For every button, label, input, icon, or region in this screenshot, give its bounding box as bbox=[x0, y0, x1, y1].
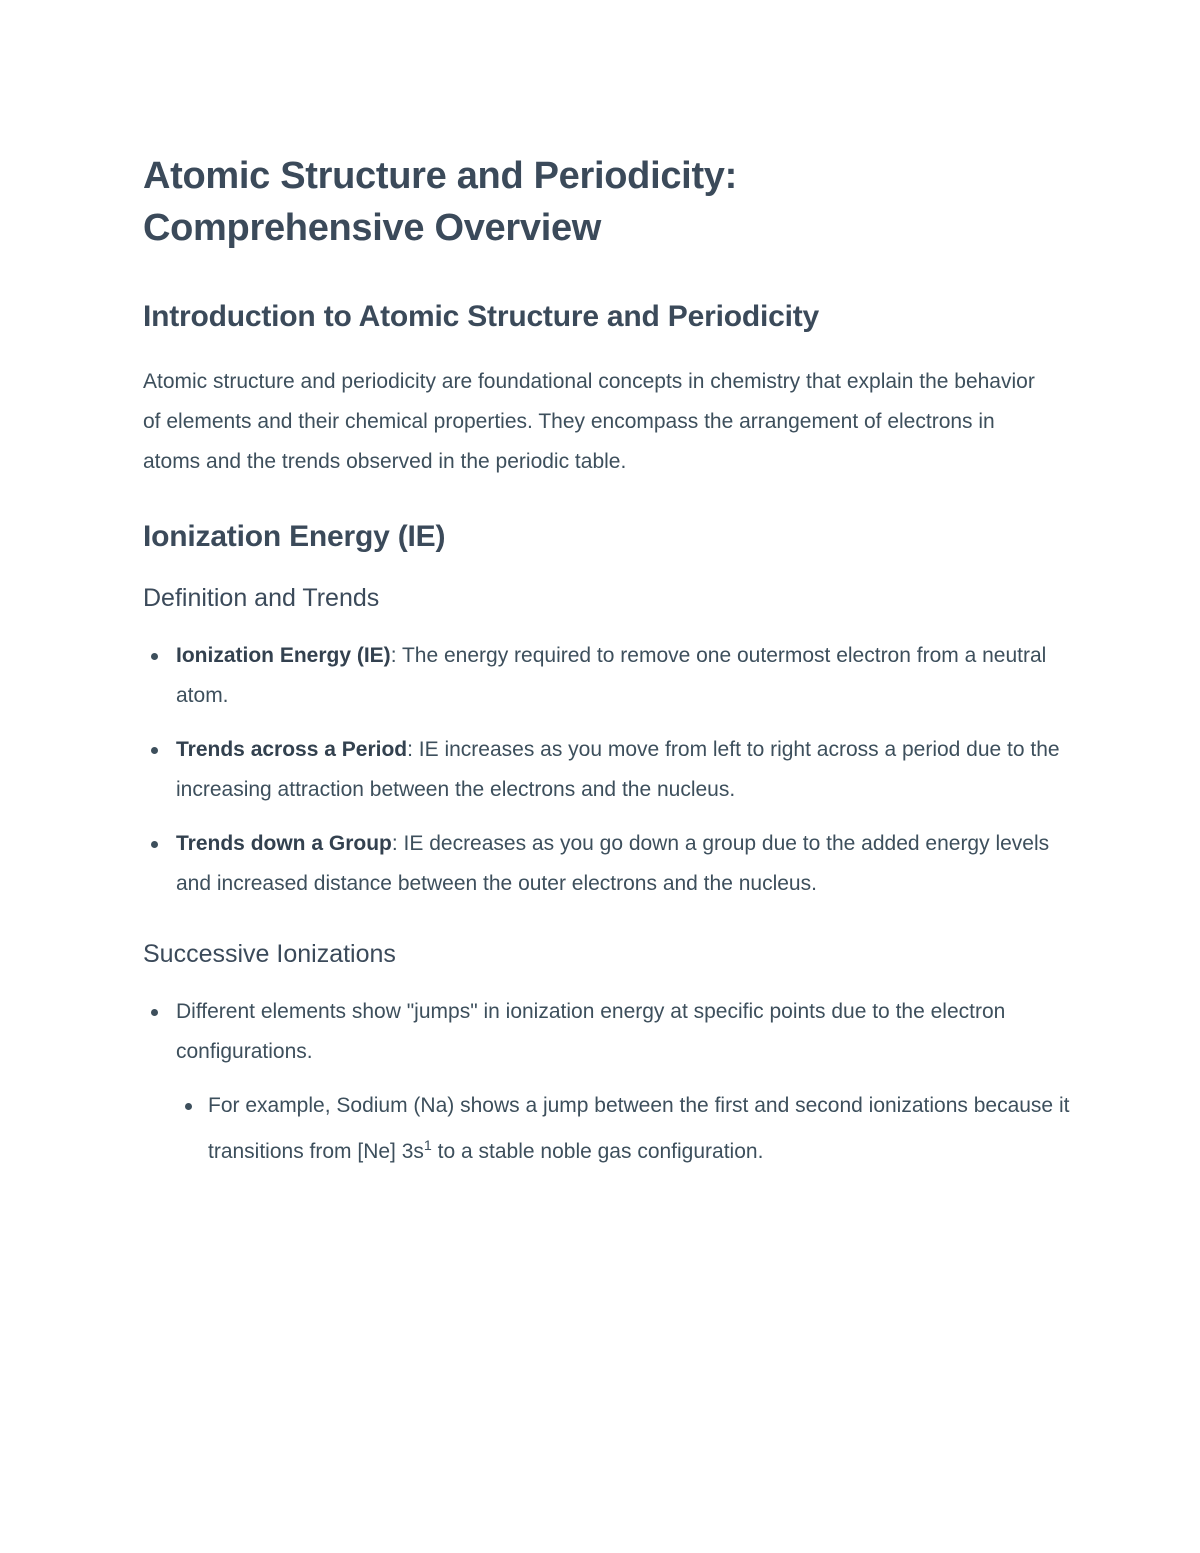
nested-item-superscript: 1 bbox=[423, 1138, 432, 1154]
list-item-term: Ionization Energy (IE) bbox=[176, 644, 391, 667]
list-item bbox=[143, 824, 1076, 904]
list-item-text: Different elements show "jumps" in ionization energy at specific points due to the electron configurations. bbox=[176, 1000, 1006, 1063]
section-heading-introduction: Introduction to Atomic Structure and Periodicity bbox=[143, 300, 819, 333]
page-title: Atomic Structure and Periodicity: Comprehensive Overview bbox=[143, 155, 737, 249]
list-item bbox=[143, 992, 1076, 1172]
successive-ionizations-nested-list bbox=[176, 1086, 1076, 1172]
list-item-text: : IE increases as you move from left to right across a period due to the increasing attraction between the electrons and the nucleus. bbox=[176, 738, 1060, 801]
successive-ionizations-list bbox=[143, 992, 1082, 1172]
subsection-heading-definition-and-trends: Definition and Trends bbox=[143, 584, 380, 612]
list-item bbox=[143, 636, 1076, 716]
definition-and-trends-list bbox=[143, 636, 1082, 904]
subsection-heading-successive-ionizations: Successive Ionizations bbox=[143, 940, 396, 968]
nested-item-text-after: to a stable noble gas configuration. bbox=[431, 1140, 764, 1163]
section-heading-ionization-energy: Ionization Energy (IE) bbox=[143, 520, 446, 553]
list-item bbox=[143, 730, 1076, 810]
list-item-term: Trends down a Group bbox=[176, 832, 392, 855]
list-item-text: : The energy required to remove one outermost electron from a neutral atom. bbox=[176, 644, 1047, 707]
introduction-paragraph: Atomic structure and periodicity are foundational concepts in chemistry that explain the behavior of elements and their chemical properties. They encompass the arrangement of electrons in atoms and the trends observed in the periodic table. bbox=[143, 370, 1035, 473]
list-item-text: : IE decreases as you go down a group due to the added energy levels and increased distance between the outer electrons and the nucleus. bbox=[176, 832, 1050, 895]
subsection-definition-and-trends bbox=[143, 582, 1082, 904]
subsection-successive-ionizations bbox=[143, 938, 1082, 1172]
nested-item-text-before: For example, Sodium (Na) shows a jump between the first and second ionizations because it transitions from [Ne] 3s bbox=[208, 1094, 1070, 1163]
list-item bbox=[176, 1086, 1076, 1172]
list-item-term: Trends across a Period bbox=[176, 738, 408, 761]
